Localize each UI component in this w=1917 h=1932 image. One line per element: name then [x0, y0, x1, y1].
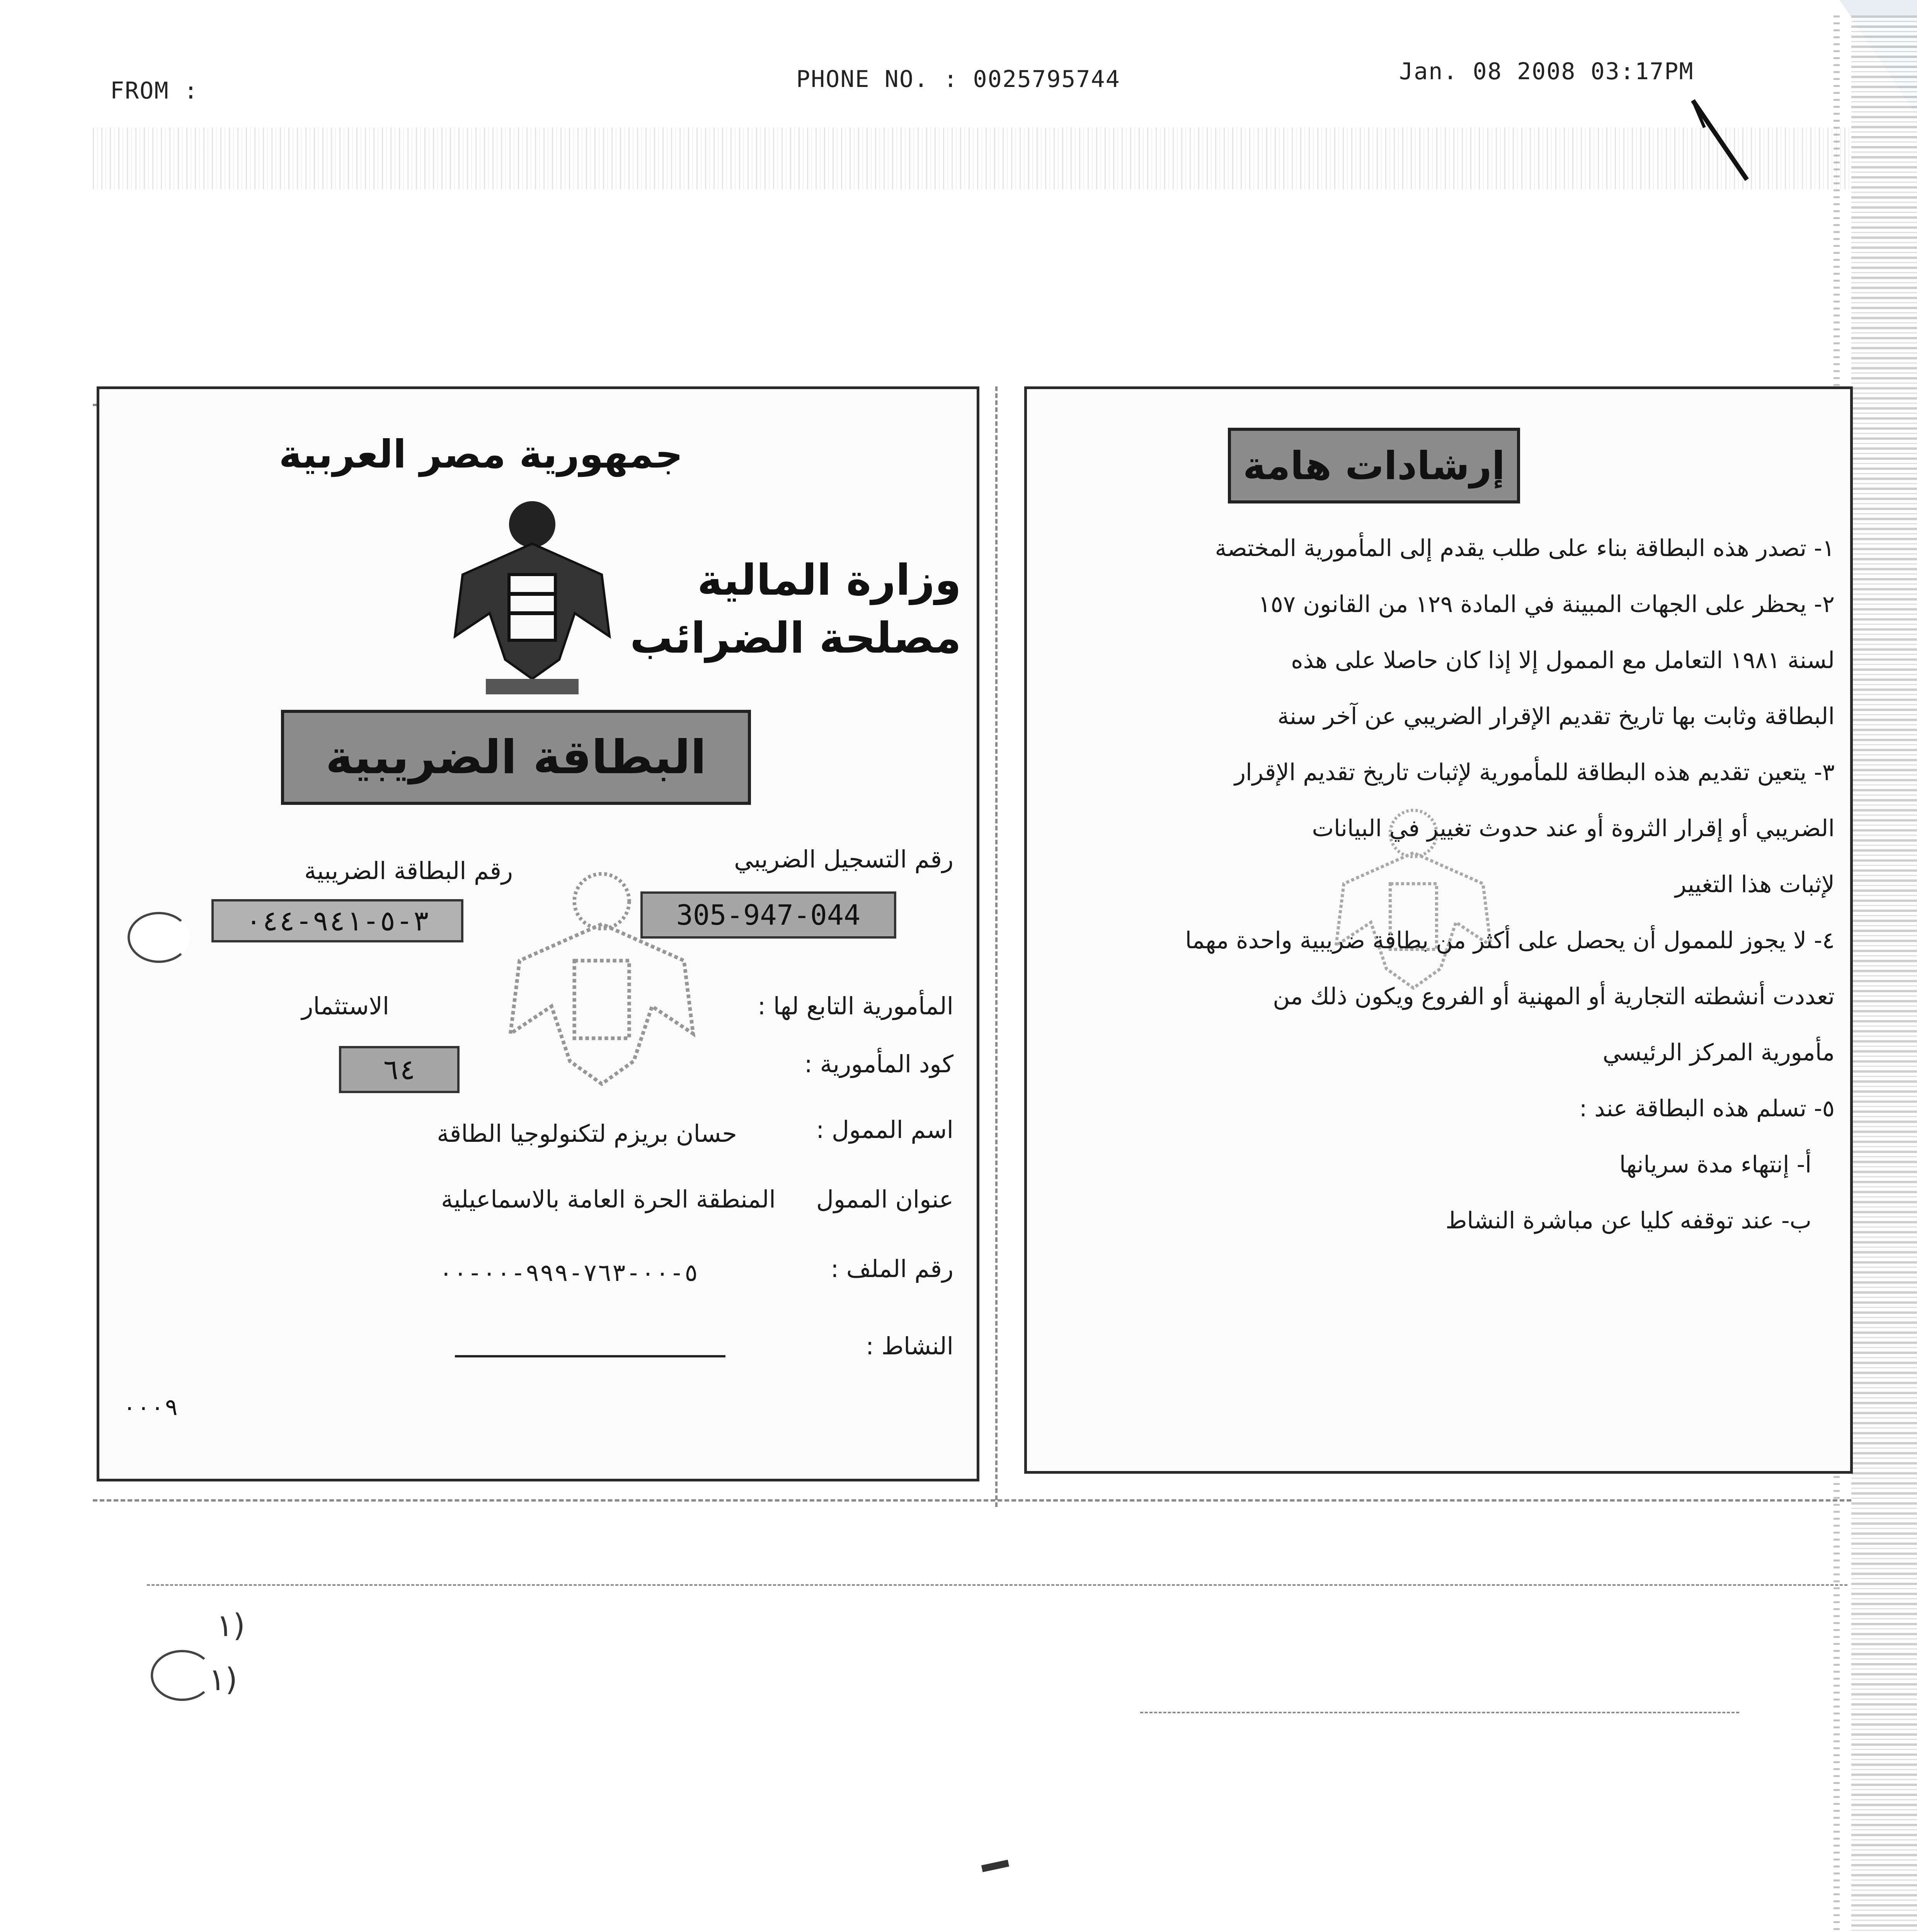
rule-line: ٤- لا يجوز للممول أن يحصل على أكثر من بطاقة ضريبية واحدة مهما	[1185, 927, 1835, 954]
margin-mark: ١)	[216, 1607, 245, 1643]
card-number-value: ٣-٥-٩٤١-٠٤٤	[211, 899, 463, 942]
punch-hole-mark	[128, 912, 190, 963]
address-label: عنوان الممول	[816, 1185, 953, 1213]
rule-line: لسنة ١٩٨١ التعامل مع الممول إلا إذا كان حاصلا على هذه	[1291, 647, 1835, 674]
instructions-title: إرشادات هامة	[1243, 443, 1505, 488]
scan-line-3	[147, 1584, 1847, 1586]
punch-hole-mark	[151, 1650, 213, 1701]
taxpayer-name-label: اسم الممول :	[816, 1116, 953, 1144]
fax-datetime: Jan. 08 2008 03:17PM	[1399, 58, 1694, 85]
rule-line: ١- تصدر هذه البطاقة بناء على طلب يقدم إلى المأمورية المختصة	[1215, 535, 1835, 562]
file-number-value: ٥-٠٠-٧٦٣-٩٩٩-٠٠-٠٠	[439, 1259, 698, 1287]
rule-line: الضريبي أو إقرار الثروة أو عند حدوث تغيير في البيانات	[1312, 815, 1835, 842]
instructions-list	[1046, 520, 1835, 1249]
scan-line-2	[93, 1499, 1851, 1502]
rule-line: البطاقة وثابت بها تاريخ تقديم الإقرار الضريبي عن آخر سنة	[1277, 703, 1835, 730]
activity-underline	[455, 1355, 725, 1357]
country-name: جمهورية مصر العربية	[279, 432, 683, 477]
card-title: البطاقة الضريبية	[325, 730, 707, 784]
office-value: الاستثمار	[301, 992, 389, 1020]
taxpayer-name-value: حسان بريزم لتكنولوجيا الطاقة	[437, 1119, 737, 1148]
rule-line: لإثبات هذا التغيير	[1675, 871, 1835, 898]
rule-line: ٥- تسلم هذه البطاقة عند :	[1579, 1095, 1835, 1122]
watermark-emblem-icon	[501, 864, 702, 1112]
authority-name: مصلحة الضرائب	[630, 613, 961, 663]
office-code-value: ٦٤	[339, 1046, 460, 1093]
ministry-name: وزارة المالية	[697, 555, 961, 605]
rule-line: مأمورية المركز الرئيسي	[1602, 1039, 1835, 1066]
tax-card-front	[97, 386, 979, 1481]
rule-line: ٢- يحظر على الجهات المبينة في المادة ١٢٩ من القانون ١٥٧	[1258, 591, 1835, 618]
eagle-emblem-icon	[447, 497, 617, 698]
activity-label: النشاط :	[866, 1332, 953, 1360]
office-code-label: كود المأمورية :	[804, 1050, 953, 1078]
scan-noise-top	[93, 128, 1851, 189]
rule-line: ٣- يتعين تقديم هذه البطاقة للمأمورية لإثبات تاريخ تقديم الإقرار	[1234, 759, 1835, 786]
rule-line: ب- عند توقفه كليا عن مباشرة النشاط	[1445, 1207, 1811, 1234]
card-title-box	[281, 710, 751, 805]
scan-line-4	[1140, 1712, 1739, 1713]
rule-line: أ- إنتهاء مدة سريانها	[1619, 1151, 1811, 1178]
margin-mark: ١)	[209, 1662, 238, 1697]
office-label: المأمورية التابع لها :	[758, 992, 953, 1020]
address-value: المنطقة الحرة العامة بالاسماعيلية	[441, 1185, 776, 1213]
scan-noise-right	[1851, 15, 1917, 1932]
scan-speck	[981, 1860, 1009, 1872]
card-number-label: رقم البطاقة الضريبية	[304, 857, 513, 885]
fax-phone: PHONE NO. : 0025795744	[796, 66, 1120, 93]
pen-stroke-icon	[1689, 97, 1751, 185]
tax-card-back	[1024, 386, 1853, 1474]
file-number-label: رقم الملف :	[831, 1255, 953, 1283]
registration-value: 305-947-044	[640, 891, 896, 939]
rule-line: تعددت أنشطته التجارية أو المهنية أو الفروع ويكون ذلك من	[1273, 983, 1835, 1010]
fax-from: FROM :	[110, 77, 199, 104]
footer-code: ٠٠٠٩	[123, 1394, 179, 1421]
instructions-title-box	[1228, 428, 1520, 503]
registration-label: رقم التسجيل الضريبي	[734, 845, 953, 873]
scan-line-v	[995, 386, 998, 1507]
